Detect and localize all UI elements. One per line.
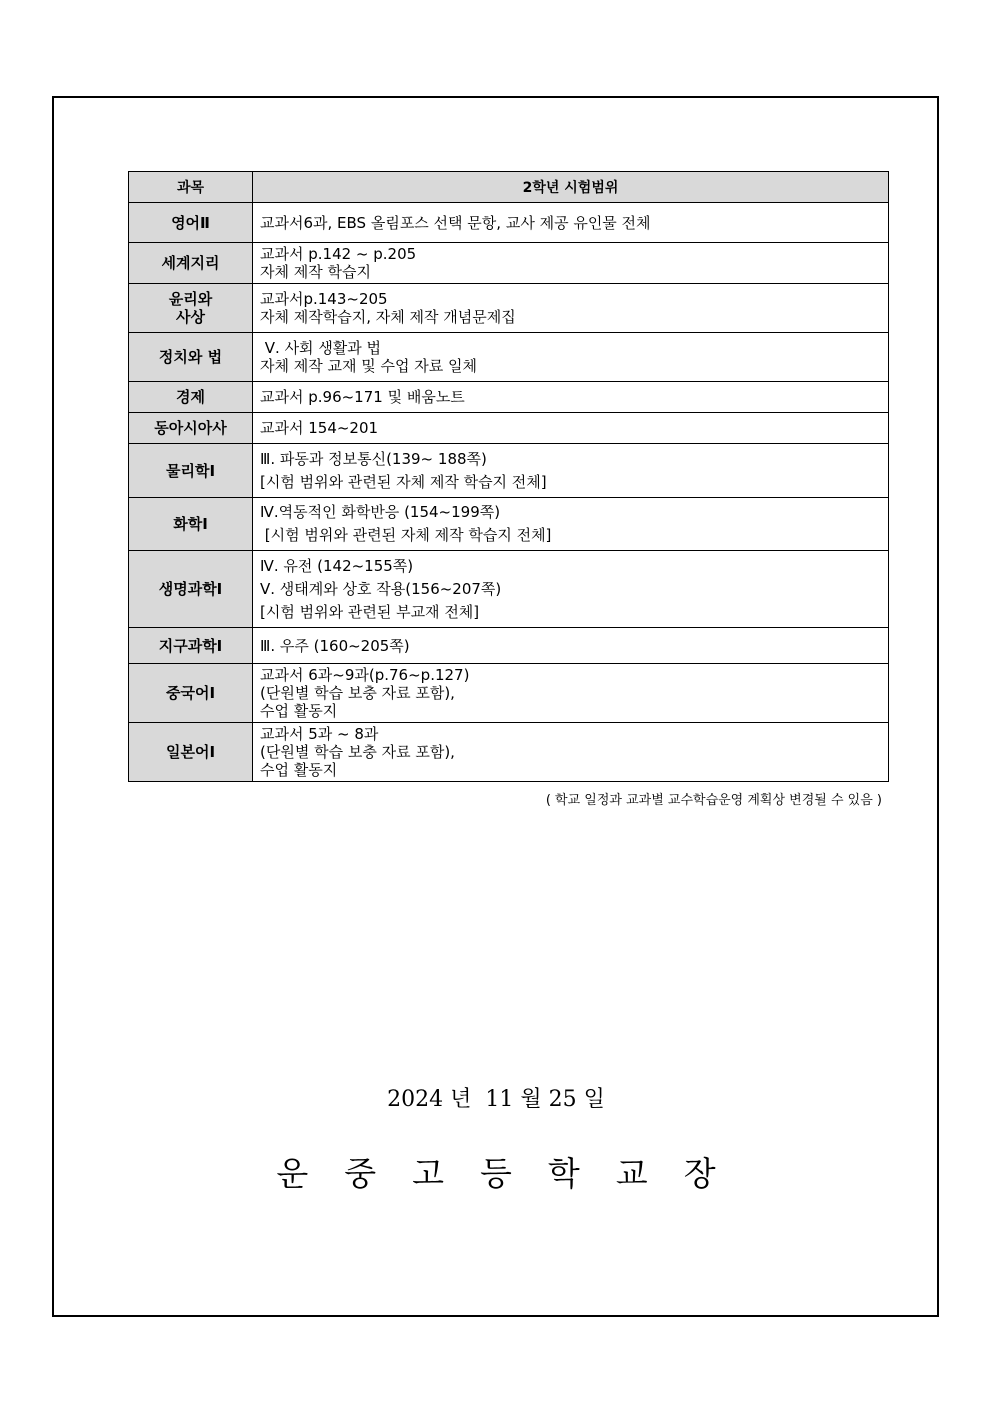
scope-line: Ⅴ. 생태계와 상호 작용(156~207쪽) — [260, 579, 502, 598]
scope-line: (단원별 학습 보충 자료 포함), — [260, 743, 455, 761]
scope-line: 교과서 p.96~171 및 배움노트 — [260, 388, 465, 406]
subject-cell — [129, 498, 253, 551]
scope-line: Ⅳ. 유전 (142~155쪽) — [260, 556, 414, 575]
scope-cell — [253, 628, 889, 664]
header-scope: 2학년 시험범위 — [253, 172, 889, 203]
scope-line: 교과서 154~201 — [260, 419, 379, 437]
scope-cell — [253, 551, 889, 628]
table-header-row — [129, 172, 889, 203]
scope-line: 교과서 5과 ~ 8과 — [260, 725, 379, 743]
subject-cell — [129, 413, 253, 444]
scope-cell — [253, 203, 889, 243]
scope-cell — [253, 382, 889, 413]
subject-label: 윤리와 — [168, 290, 213, 308]
scope-cell — [253, 498, 889, 551]
scope-line: 수업 활동지 — [260, 702, 338, 720]
subject-label: 경제 — [176, 388, 205, 406]
subject-cell — [129, 284, 253, 333]
scope-line: Ⅲ. 파동과 정보통신(139~ 188쪽) — [260, 449, 487, 468]
school-principal-name: 운중고등학교장 — [276, 1154, 752, 1193]
subject-label: 물리학Ⅰ — [165, 461, 216, 480]
table-row — [129, 444, 889, 498]
subject-label: 화학Ⅰ — [173, 515, 208, 533]
issue-date: 2024 년 11 월 25 일 — [387, 1087, 605, 1112]
exam-scope-table — [128, 171, 889, 782]
table-row — [129, 723, 889, 782]
subject-cell — [129, 628, 253, 664]
scope-line: [시험 범위와 관련된 자체 제작 학습지 전체] — [260, 472, 547, 491]
subject-cell — [129, 333, 253, 382]
scope-cell — [253, 444, 889, 498]
subject-cell — [129, 723, 253, 782]
change-notice: ( 학교 일정과 교과별 교수학습운영 계획상 변경될 수 있음 ) — [545, 793, 882, 808]
subject-cell — [129, 203, 253, 243]
scope-line: Ⅳ.역동적인 화학반응 (154~199쪽) — [260, 503, 501, 521]
scope-line: 수업 활동지 — [260, 761, 338, 779]
subject-cell — [129, 243, 253, 284]
scope-line: [시험 범위와 관련된 부교재 전체] — [260, 602, 480, 621]
subject-cell — [129, 444, 253, 498]
scope-line: Ⅲ. 우주 (160~205쪽) — [260, 636, 410, 655]
scope-line: Ⅴ. 사회 생활과 법 — [260, 339, 382, 357]
scope-cell — [253, 243, 889, 284]
table-row — [129, 664, 889, 723]
scope-line: 교과서6과, EBS 올림포스 선택 문항, 교사 제공 유인물 전체 — [260, 213, 651, 232]
subject-label: 중국어Ⅰ — [165, 684, 216, 702]
table-row — [129, 203, 889, 243]
scope-line: 자체 제작 교재 및 수업 자료 일체 — [260, 357, 477, 375]
table-row — [129, 413, 889, 444]
scope-line: 자체 제작 학습지 — [260, 263, 371, 281]
scope-line: (단원별 학습 보충 자료 포함), — [260, 684, 455, 702]
scope-cell — [253, 723, 889, 782]
table-row — [129, 628, 889, 664]
table-row — [129, 382, 889, 413]
scope-line: 교과서 p.142 ~ p.205 — [260, 245, 417, 263]
subject-cell — [129, 551, 253, 628]
table-row — [129, 333, 889, 382]
table-row — [129, 284, 889, 333]
subject-label: 동아시아사 — [154, 419, 227, 437]
subject-label: 정치와 법 — [158, 348, 223, 366]
table-row — [129, 498, 889, 551]
subject-label: 지구과학Ⅰ — [158, 636, 223, 655]
subject-label: 생명과학Ⅰ — [158, 580, 223, 598]
scope-line: 자체 제작학습지, 자체 제작 개념문제집 — [260, 308, 516, 326]
scope-line: 교과서p.143~205 — [260, 290, 388, 308]
subject-label: 세계지리 — [161, 254, 220, 272]
scope-cell — [253, 664, 889, 723]
table-row — [129, 551, 889, 628]
subject-cell — [129, 664, 253, 723]
scope-cell — [253, 284, 889, 333]
scope-cell — [253, 413, 889, 444]
subject-label: 사상 — [176, 308, 205, 326]
scope-cell — [253, 333, 889, 382]
table-row — [129, 243, 889, 284]
subject-label: 일본어Ⅰ — [165, 743, 216, 761]
scope-line: 교과서 6과~9과(p.76~p.127) — [260, 666, 470, 684]
header-subject: 과목 — [129, 172, 253, 203]
subject-label: 영어Ⅱ — [171, 213, 210, 232]
scope-line: [시험 범위와 관련된 자체 제작 학습지 전체] — [260, 526, 552, 544]
subject-cell — [129, 382, 253, 413]
